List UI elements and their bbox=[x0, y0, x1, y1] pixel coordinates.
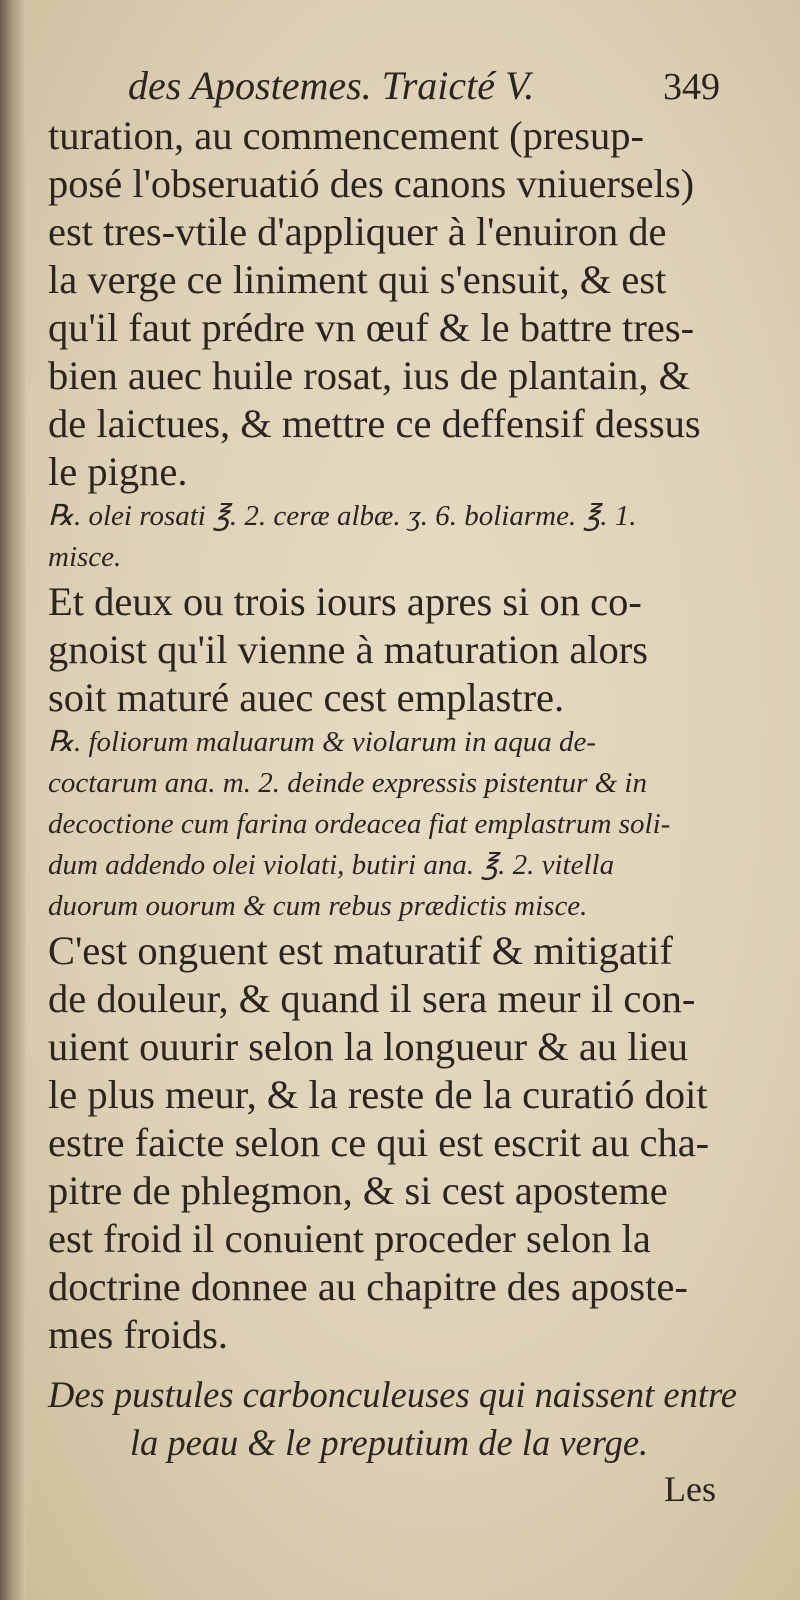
page-number: 349 bbox=[663, 66, 720, 108]
recipe-line: coctarum ana. m. 2. deinde expressis pistentur & in bbox=[48, 767, 647, 799]
recipe-line: ℞. olei rosati ℥. 2. ceræ albæ. ʒ. 6. boliarme. ℥. 1. bbox=[48, 500, 637, 532]
chapter-heading bbox=[48, 1371, 738, 1467]
text-line: estre faicte selon ce qui est escrit au cha- bbox=[48, 1120, 710, 1165]
text-line: le pigne. bbox=[48, 449, 188, 494]
text-line: le plus meur, & la reste de la curatió doit bbox=[48, 1072, 708, 1117]
text-line: turation, au commencement (presup- bbox=[48, 113, 645, 158]
text-block bbox=[48, 112, 738, 1511]
text-line: soit maturé auec cest emplastre. bbox=[48, 675, 565, 720]
text-line: bien auec huile rosat, ius de plantain, & bbox=[48, 353, 691, 398]
text-line: est tres-vtile d'appliquer à l'enuiron de bbox=[48, 209, 667, 254]
recipe-line: duorum ouorum & cum rebus prædictis misce. bbox=[48, 890, 588, 922]
text-line: de laictues, & mettre ce deffensif dessus bbox=[48, 401, 701, 446]
text-line: uient ouurir selon la longueur & au lieu bbox=[48, 1024, 688, 1069]
paragraph-1 bbox=[48, 112, 730, 496]
section-gap bbox=[48, 1359, 730, 1371]
text-line: mes froids. bbox=[48, 1312, 228, 1357]
text-line: la verge ce liniment qui s'ensuit, & est bbox=[48, 257, 667, 302]
recipe-line: misce. bbox=[48, 541, 122, 573]
running-title: des Apostemes. Traicté V. bbox=[128, 63, 535, 108]
text-line: pitre de phlegmon, & si cest aposteme bbox=[48, 1168, 668, 1213]
binding-gutter bbox=[0, 0, 26, 1600]
paragraph-3 bbox=[48, 927, 730, 1359]
text-line: Et deux ou trois iours apres si on co- bbox=[48, 579, 642, 624]
text-line: est froid il conuient proceder selon la bbox=[48, 1216, 651, 1261]
recipe-2 bbox=[48, 722, 730, 927]
text-line: C'est onguent est maturatif & mitigatif bbox=[48, 928, 673, 973]
text-line: posé l'obseruatió des canons vniuersels) bbox=[48, 161, 695, 206]
heading-line: la peau & le preputium de la verge. bbox=[129, 1422, 649, 1463]
recipe-line: decoctione cum farina ordeacea fiat emplastrum soli- bbox=[48, 808, 671, 840]
recipe-line: ℞. foliorum maluarum & violarum in aqua de- bbox=[48, 726, 596, 758]
text-line: gnoist qu'il vienne à maturation alors bbox=[48, 627, 649, 672]
recipe-1 bbox=[48, 496, 730, 578]
text-line: de douleur, & quand il sera meur il con- bbox=[48, 976, 696, 1021]
heading-line: Des pustules carbonculeuses qui naissent entre bbox=[48, 1374, 738, 1415]
text-line: doctrine donnee au chapitre des aposte- bbox=[48, 1264, 688, 1309]
catchword: Les bbox=[664, 1469, 716, 1509]
recipe-line: dum addendo olei violati, butiri ana. ℥. 2. vitella bbox=[48, 849, 615, 881]
paragraph-2 bbox=[48, 578, 730, 722]
text-line: qu'il faut prédre vn œuf & le battre tres- bbox=[48, 305, 695, 350]
running-header bbox=[128, 62, 720, 112]
